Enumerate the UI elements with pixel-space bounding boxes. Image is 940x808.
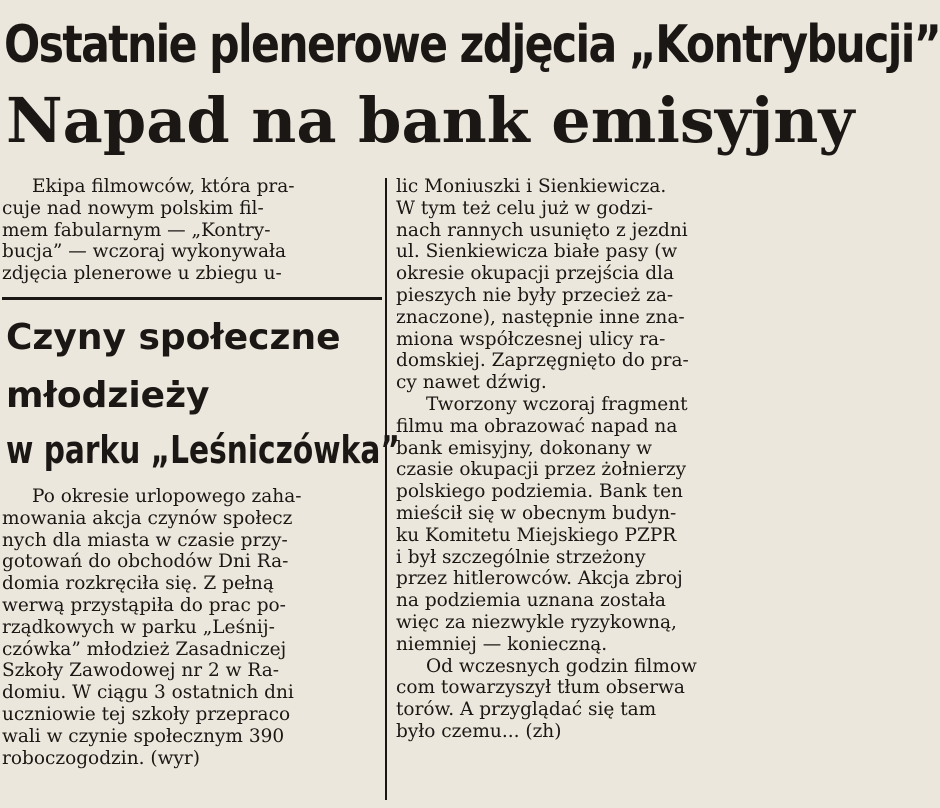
article2-title-line1: Czyny społeczne <box>6 317 341 358</box>
article2-line: domia rozkręciła się. Z pełną <box>2 573 274 595</box>
article1-line: mem fabularnym — „Kontry- <box>2 219 271 241</box>
article1-line: cy nawet dźwig. <box>396 372 547 394</box>
article2-line: rządkowych w parku „Leśnij- <box>2 616 275 638</box>
article1-line: było czemu... (zh) <box>396 720 562 742</box>
article1-line: zdjęcia plenerowe u zbiegu u- <box>2 263 282 285</box>
article1-line: na podziemia uznana została <box>396 590 666 612</box>
article2-line: roboczogodzin. (wyr) <box>2 747 200 769</box>
article1-line: Ekipa filmowców, która pra- <box>32 176 295 197</box>
article1-line: Tworzony wczoraj fragment <box>426 393 688 415</box>
article1-line: cuje nad nowym polskim fil- <box>2 197 264 219</box>
article1-line: okresie okupacji przejścia dla <box>396 263 674 285</box>
article2-line: werwą przystąpiła do prac po- <box>2 594 286 616</box>
article1-line: niemniej — konieczną. <box>396 633 608 655</box>
article1-line: Od wczesnych godzin filmow <box>426 655 697 677</box>
article2-body <box>2 486 382 769</box>
article2-line: gotowań do obchodów Dni Ra- <box>2 551 289 573</box>
article1-line: W tym też celu już w godzi- <box>396 197 653 219</box>
article1-left-column <box>2 176 382 285</box>
article1-line: pieszych nie były przecież za- <box>396 284 674 306</box>
main-headline: Napad na bank emisyjny <box>6 84 855 157</box>
article2-line: Po okresie urlopowego zaha- <box>32 486 302 507</box>
article2-title-line2: młodzieży <box>6 375 210 416</box>
article1-line: ku Komitetu Miejskiego PZPR <box>396 524 677 546</box>
article1-line: filmu ma obrazować napad na <box>396 415 678 437</box>
article1-line: przez hitlerowców. Akcja zbroj <box>396 568 683 590</box>
article1-line: domskiej. Zaprzęgnięto do pra- <box>396 350 689 372</box>
article2-line: Szkoły Zawodowej nr 2 w Ra- <box>2 660 279 682</box>
article1-line: bucja” — wczoraj wykonywała <box>2 241 287 263</box>
article2-line: wali w czynie społecznym 390 <box>2 725 285 747</box>
article2-title-line3: w parku „Leśniczówka” <box>6 428 400 472</box>
kicker-headline: Ostatnie plenerowe zdjęcia „Kontrybucji” <box>4 15 940 75</box>
article-separator <box>2 297 382 300</box>
article1-line: czasie okupacji przez żołnierzy <box>396 459 687 481</box>
article1-line: com towarzyszył tłum obserwa <box>396 677 685 699</box>
article1-line: ul. Sienkiewicza białe pasy (w <box>396 241 678 263</box>
article2-line: uczniowie tej szkoły przepraco <box>2 703 291 725</box>
article2-line: czówka” młodzież Zasadniczej <box>2 638 287 660</box>
article1-line: mieścił się w obecnym budyn- <box>396 502 677 524</box>
article1-right-column <box>396 176 772 743</box>
column-divider <box>385 178 387 800</box>
article2-line: domiu. W ciągu 3 ostatnich dni <box>2 682 294 704</box>
article1-line: lic Moniuszki i Sienkiewicza. <box>396 176 667 197</box>
article1-line: znaczone), następnie inne zna- <box>396 306 685 328</box>
article2-line: mowania akcja czynów społecz <box>2 507 293 529</box>
article1-line: więc za niezwykle ryzykowną, <box>396 611 677 633</box>
article2-line: nych dla miasta w czasie przy- <box>2 529 288 551</box>
article1-line: i był szczególnie strzeżony <box>396 546 646 568</box>
article1-line: polskiego podziemia. Bank ten <box>396 481 683 503</box>
article1-line: bank emisyjny, dokonany w <box>396 437 652 459</box>
article1-line: miona współczesnej ulicy ra- <box>396 328 666 350</box>
article1-line: nach rannych usunięto z jezdni <box>396 219 688 241</box>
article1-line: torów. A przyglądać się tam <box>396 699 657 721</box>
